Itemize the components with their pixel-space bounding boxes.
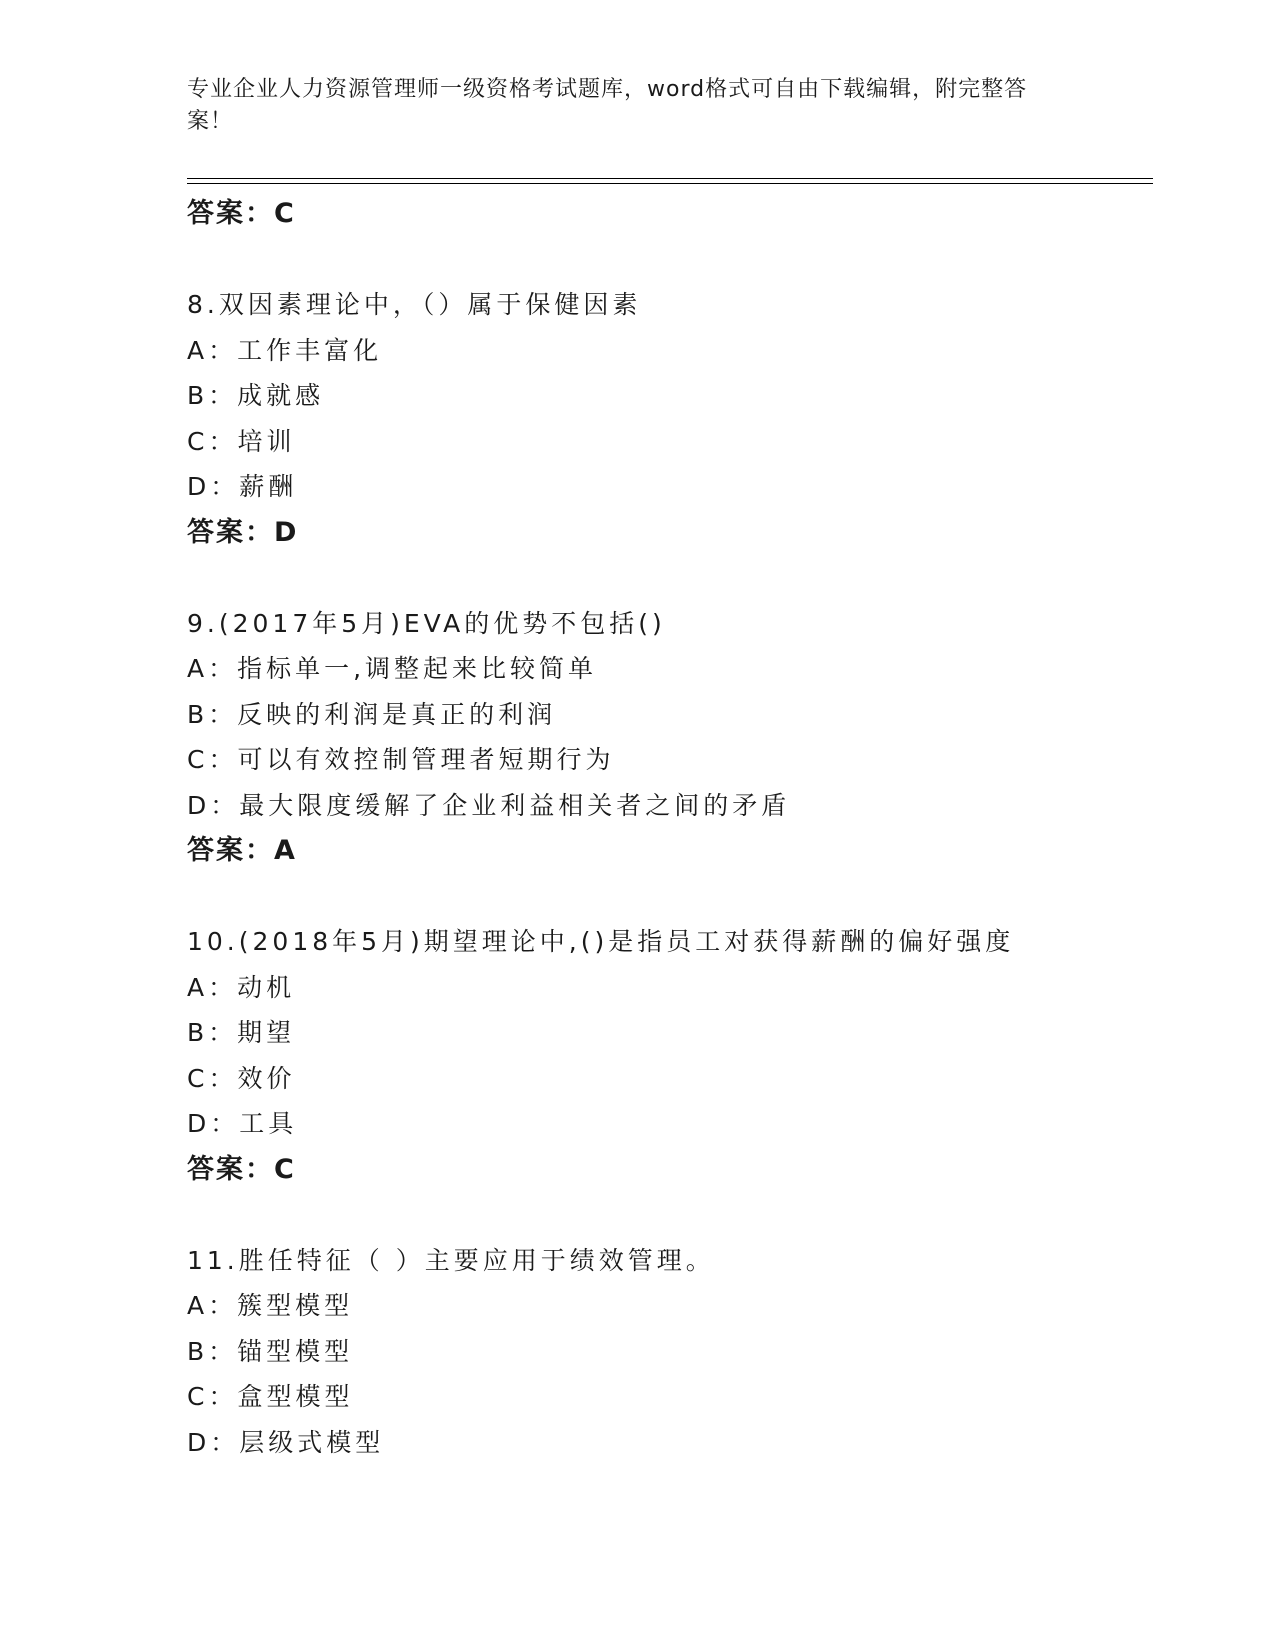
option-c: C：培训	[187, 426, 296, 456]
option-a: A：工作丰富化	[187, 335, 383, 365]
option-d: D：工具	[187, 1109, 298, 1138]
answer-line: 答案：D	[187, 516, 299, 548]
option-d: D：最大限度缓解了企业利益相关者之间的矛盾	[187, 790, 791, 820]
option-b: B：期望	[187, 1018, 296, 1047]
option-c: C：可以有效控制管理者短期行为	[187, 745, 615, 774]
question-stem: 9.(2017年5月)EVA的优势不包括()	[187, 608, 666, 638]
spacer	[187, 555, 1147, 601]
option-a: A：指标单一,调整起来比较简单	[187, 654, 598, 683]
answer-line: 答案：C	[187, 198, 296, 229]
option-b: B：反映的利润是真正的利润	[187, 699, 557, 729]
header-rule-top	[187, 178, 1153, 179]
option-a: A：簇型模型	[187, 1291, 354, 1320]
option-b: B：锚型模型	[187, 1336, 354, 1366]
page-header: 专业企业人力资源管理师一级资格考试题库，word格式可自由下载编辑，附完整答案！	[187, 77, 1028, 134]
option-c: C：效价	[187, 1063, 296, 1093]
spacer	[187, 1192, 1147, 1238]
answer-line: 答案：A	[187, 835, 297, 866]
spacer	[187, 237, 1147, 283]
option-b: B：成就感	[187, 381, 325, 410]
option-d: D：层级式模型	[187, 1427, 385, 1457]
option-a: A：动机	[187, 972, 296, 1002]
header-rule-bottom	[187, 183, 1153, 184]
question-list	[187, 191, 1147, 1465]
option-d: D：薪酬	[187, 472, 298, 501]
question-stem: 10.(2018年5月)期望理论中,()是指员工对获得薪酬的偏好强度	[187, 927, 1015, 956]
answer-line: 答案：C	[187, 1153, 296, 1185]
spacer	[187, 874, 1147, 920]
question-stem: 8.双因素理论中，（）属于保健因素	[187, 290, 642, 319]
question-stem: 11.胜任特征（ ）主要应用于绩效管理。	[187, 1245, 715, 1275]
option-c: C：盒型模型	[187, 1382, 354, 1411]
